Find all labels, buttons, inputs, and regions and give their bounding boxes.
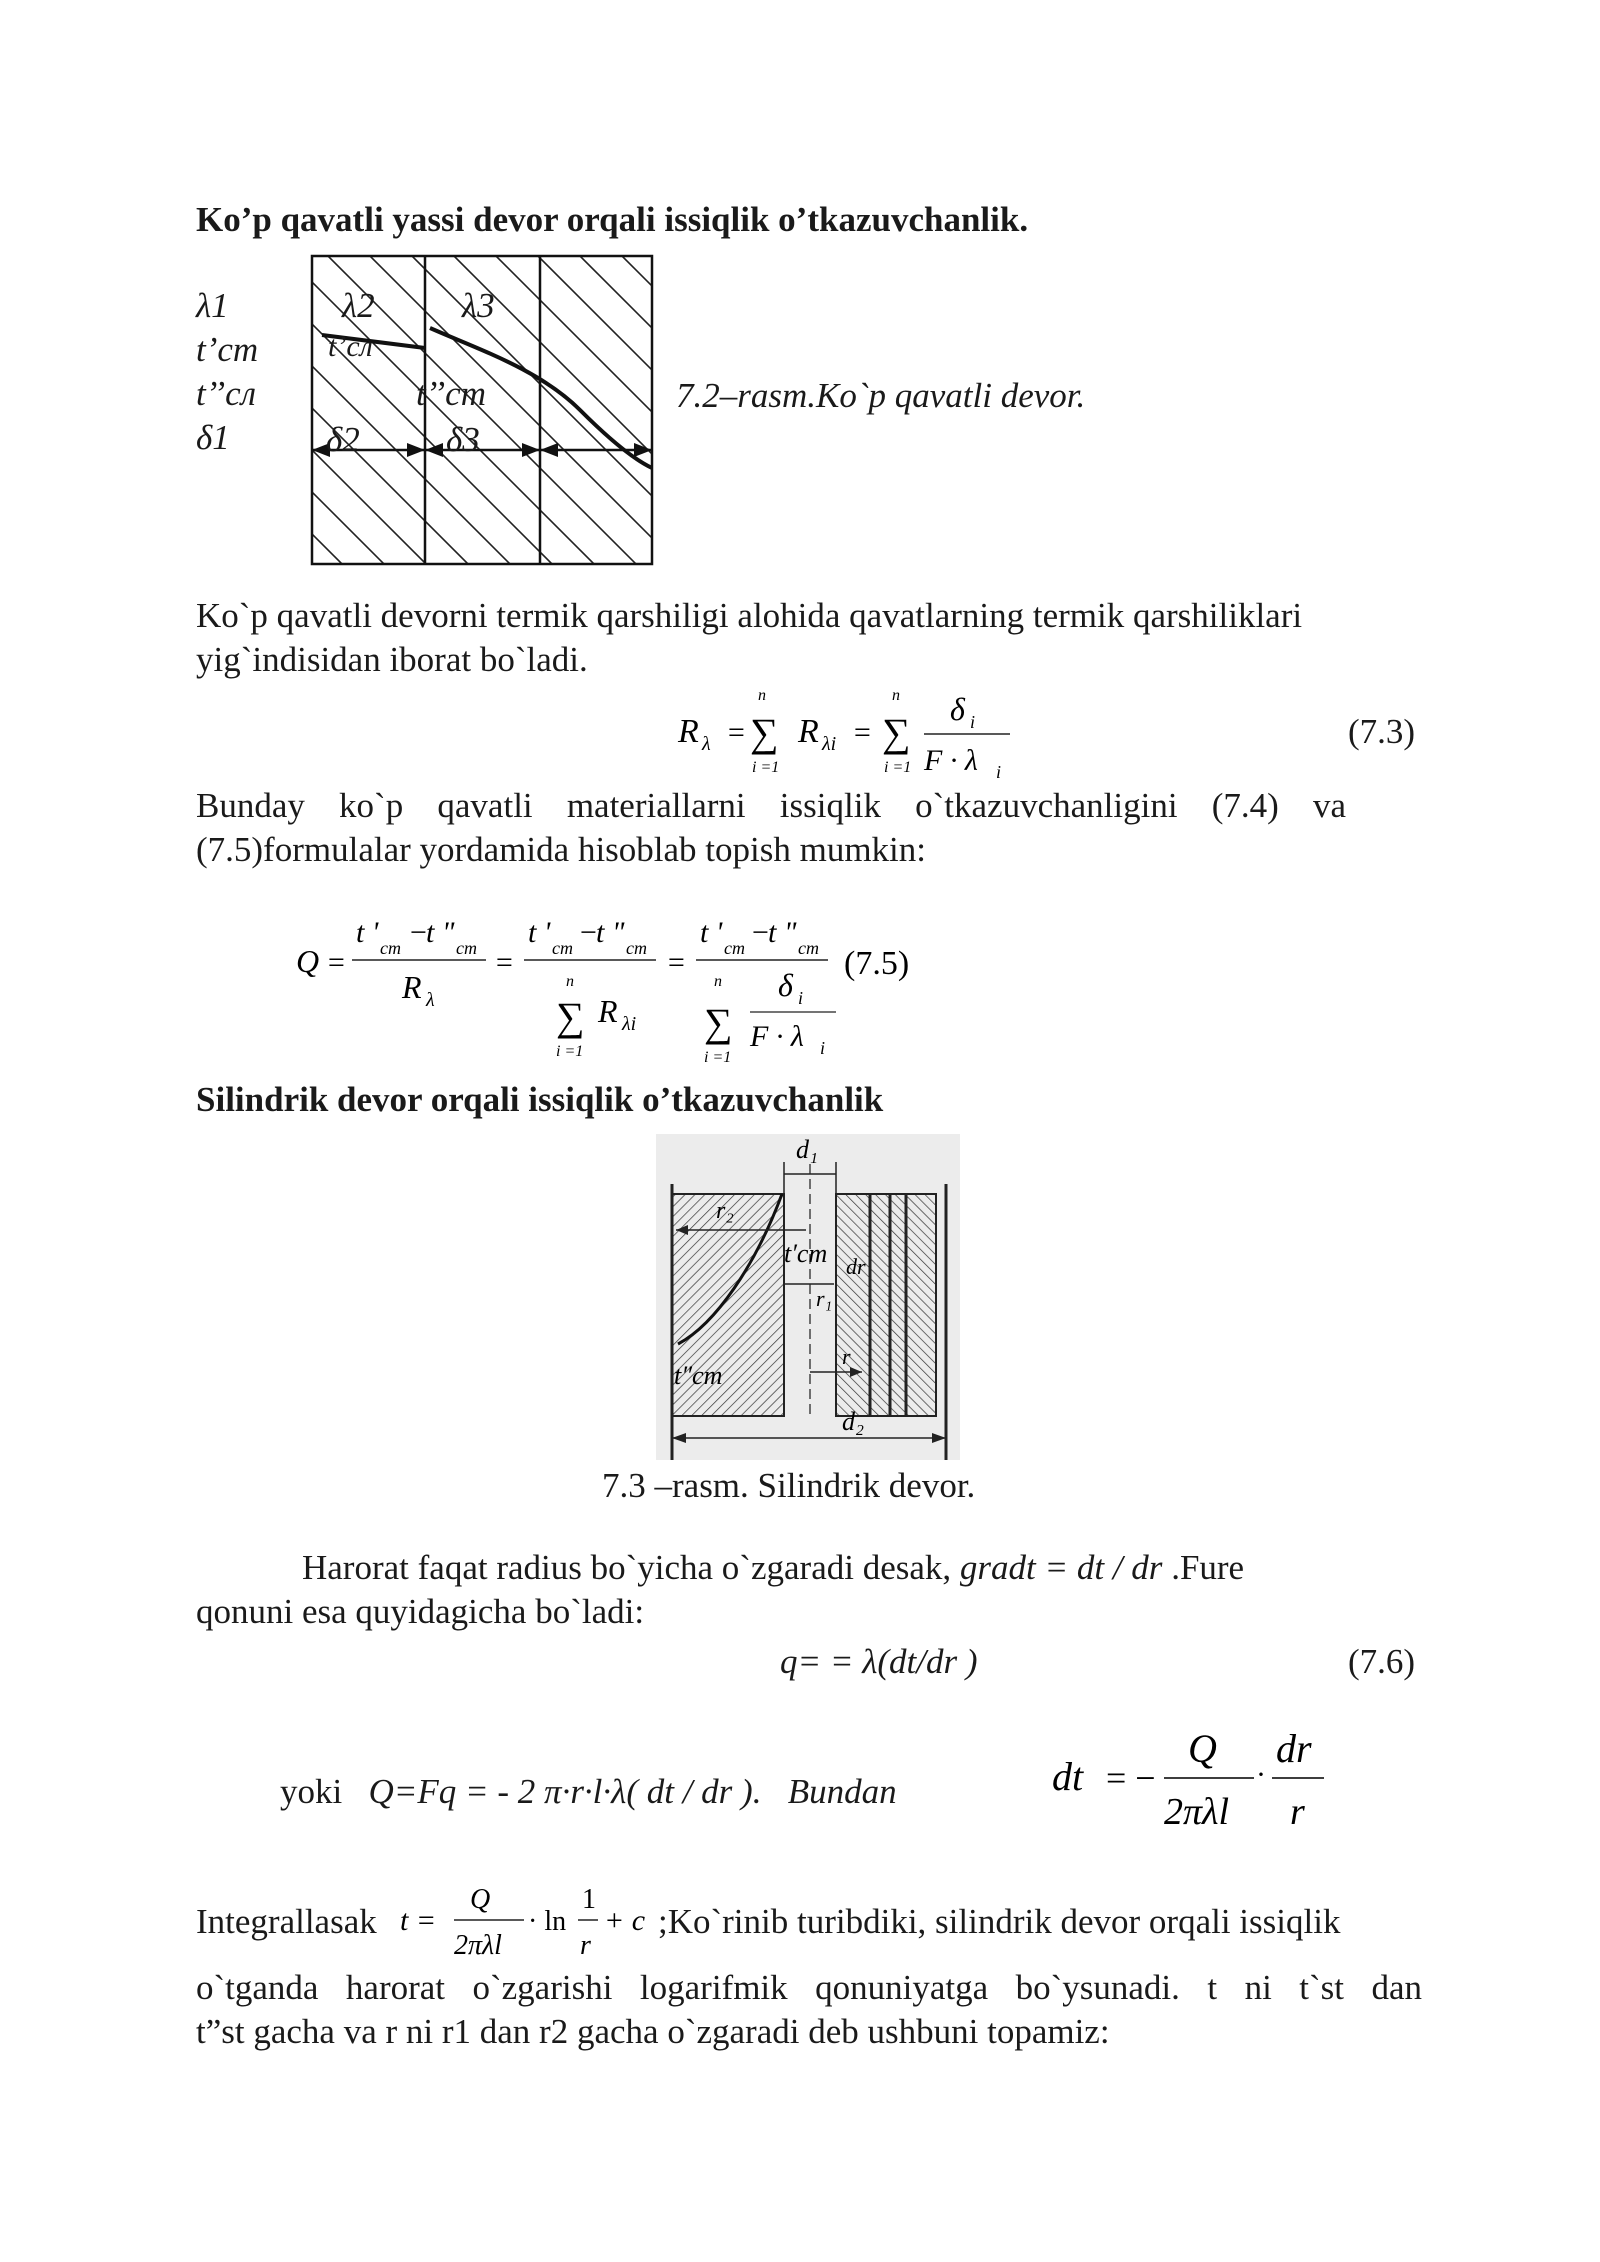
eq75-f3-n: n (714, 973, 722, 990)
eq75-f1-minus: − (408, 916, 429, 949)
integr-plus-c: + c (604, 1904, 646, 1937)
eq73-denominator: F · λ (924, 744, 978, 777)
eqdt-eq-minus: = − (1106, 1758, 1156, 1798)
fig73-r1: r₁ (816, 1286, 833, 1311)
eq73-n: n (758, 687, 766, 704)
eqdt-dot: · (1256, 1758, 1266, 1791)
equation-7-3 (660, 682, 1080, 782)
eq73-delta-i: i (970, 712, 976, 732)
eq73-R: R (678, 713, 699, 750)
eqdt-r: r (1290, 1791, 1305, 1833)
figure-7-3-cylindrical-wall (656, 1134, 960, 1460)
eq75-f2-i1: i =1 (556, 1043, 584, 1060)
eq75-f1-t2: t " (426, 916, 455, 949)
eq75-f2-sum: ∑ (556, 994, 585, 1039)
eq75-f1-R: R (402, 969, 422, 1005)
integr-Q: Q (470, 1884, 491, 1915)
fig73-r: r (842, 1344, 851, 1369)
eq73-lambda-sub: λ (702, 733, 711, 755)
fig73-r2: r₂ (716, 1198, 734, 1224)
figure-7-3-caption: 7.3 –rasm. Silindrik devor. (602, 1466, 976, 1505)
eqdt-dr: dr (1276, 1726, 1312, 1771)
eq75-f1-sub1: cm (380, 938, 401, 958)
label-delta1: δ1 (196, 418, 230, 457)
eq75-f3-den: F · λ (750, 1020, 804, 1053)
fig73-d1: d₁ (796, 1135, 819, 1164)
eq75-f2-t2: t " (596, 916, 625, 949)
para3-end: .Fure (1171, 1548, 1245, 1587)
section-heading-cylindrical-wall: Silindrik devor orqali issiqlik o’tkazuvchanlik (196, 1080, 884, 1119)
equation-7-5 (290, 912, 950, 1072)
paragraph-line: yig`indisidan iborat bo`ladi. (196, 640, 588, 679)
eq75-f2-minus: − (578, 916, 599, 949)
equation-7-3-number: (7.3) (1348, 712, 1416, 751)
eq75-f3-sub1: cm (724, 938, 745, 958)
equation-7-6: q= = λ(dt/dr ) (780, 1642, 978, 1681)
eq75-f3-sub2: cm (798, 938, 819, 958)
eq75-f2-n: n (566, 973, 574, 990)
section-heading-flat-wall: Ko’p qavatli yassi devor orqali issiqlik o’tkazuvchanlik. (196, 200, 1029, 239)
eqdt-Q: Q (1188, 1726, 1217, 1771)
eq73-R2: R (798, 713, 819, 750)
eq75-f1-t1: t ' (356, 916, 379, 949)
paragraph-line: Bunday ko`p qavatli materiallarni issiqlik o`tkazuvchanligini (7.4) va (196, 786, 1346, 825)
eq75-f3-delta: δ (778, 967, 793, 1003)
label-t-cl-inner: t’cл (328, 330, 373, 363)
label-t-cm: t’cm (196, 330, 259, 369)
eq75-f1-sub2: cm (456, 938, 477, 958)
eqdt-den: 2πλl (1164, 1791, 1230, 1833)
paragraph-line: t”st gacha va r ni r1 dan r2 gacha o`zgaradi deb ushbuni topamiz: (196, 2012, 1110, 2051)
integr-t-eq: t = (400, 1904, 437, 1937)
eq75-f1-lam: λ (426, 989, 435, 1011)
eq75-equals: = (326, 946, 347, 979)
integr-r: r (580, 1930, 591, 1961)
fig73-t-ct2: t″ст (674, 1361, 723, 1390)
label-lambda2: λ2 (342, 286, 375, 325)
fig73-t-ct1: t′ст (784, 1239, 828, 1268)
paragraph-line: qonuni esa quyidagicha bo`ladi: (196, 1592, 645, 1631)
integr-den: 2πλl (454, 1930, 502, 1961)
fig73-d2: d₂ (842, 1407, 865, 1436)
eq75-f2-sub1: cm (552, 938, 573, 958)
equation-7-6-number: (7.6) (1348, 1642, 1416, 1681)
eq75-f3-t1: t ' (700, 916, 723, 949)
para3-start: Harorat faqat radius bo`yicha o`zgaradi desak, (302, 1548, 952, 1587)
fig73-dr: dr (846, 1254, 866, 1279)
eq73-denominator-i: i (996, 762, 1002, 782)
equation-dt (1040, 1720, 1340, 1840)
eqdt-dt: dt (1052, 1754, 1084, 1799)
paragraph-line: Ko`p qavatli devorni termik qarshiligi alohida qavatlarning termik qarshiliklari (196, 596, 1303, 635)
eq75-f2-t1: t ' (528, 916, 551, 949)
eq73-equals: = (726, 716, 747, 749)
eq75-f3-sum: ∑ (704, 1000, 733, 1045)
integr-word: Integrallasak (196, 1902, 377, 1941)
integr-ln: · ln (528, 1906, 567, 1937)
integr-one: 1 (582, 1884, 596, 1915)
yoki-formula: Q=Fq = - 2 π·r·l·λ( dt / dr ). (368, 1772, 762, 1811)
eq75-f3-t2: t " (768, 916, 797, 949)
eq75-number: (7.5) (844, 945, 910, 982)
eq75-f3-delta-i: i (798, 988, 804, 1008)
label-delta2: δ2 (326, 420, 360, 459)
eq73-equals2: = (852, 716, 873, 749)
label-t-cl: t’’cл (196, 374, 256, 413)
eq75-f2-sub2: cm (626, 938, 647, 958)
eq75-Q: Q (296, 943, 320, 979)
equation-integral-result (400, 1880, 660, 1970)
eq75-f3-minus: − (750, 916, 771, 949)
eq73-delta: δ (950, 691, 965, 727)
paragraph-line: (7.5)formulalar yordamida hisoblab topish mumkin: (196, 830, 927, 869)
paragraph-line: o`tganda harorat o`zgarishi logarifmik qonuniyatga bo`ysunadi. t ni t`st dan (196, 1968, 1422, 2007)
label-t-cm-inner: t’’cm (416, 374, 486, 413)
eq75-equals2: = (494, 946, 515, 979)
eq73-lambda-i-sub: λi (822, 733, 837, 755)
eq73-sum2: ∑ (882, 710, 911, 755)
eq75-f2-lam: λi (622, 1013, 637, 1035)
label-lambda1: λ1 (196, 286, 229, 325)
eq75-equals3: = (666, 946, 687, 979)
eq73-sum: ∑ (750, 710, 779, 755)
eq73-n2: n (892, 687, 900, 704)
paragraph-line-yoki (280, 1770, 897, 1814)
eq75-f3-den-i: i (820, 1038, 826, 1058)
eq73-i1: i =1 (752, 759, 780, 776)
integr-rest: ;Ko`rinib turibdiki, silindrik devor orqali issiqlik (658, 1902, 1341, 1941)
yoki-word: yoki (280, 1772, 343, 1811)
label-delta3: δ3 (446, 420, 480, 459)
eq75-f2-R: R (598, 993, 618, 1029)
paragraph-line (302, 1546, 1244, 1590)
figure-7-2-caption: 7.2–rasm.Ko`p qavatli devor. (676, 376, 1086, 415)
eq73-i1-2: i =1 (884, 759, 912, 776)
eq75-f3-i1: i =1 (704, 1049, 732, 1066)
para3-gradient-formula: gradt = dt / dr (959, 1548, 1163, 1587)
label-lambda3: λ3 (462, 286, 495, 325)
bundan-word: Bundan (787, 1772, 897, 1811)
